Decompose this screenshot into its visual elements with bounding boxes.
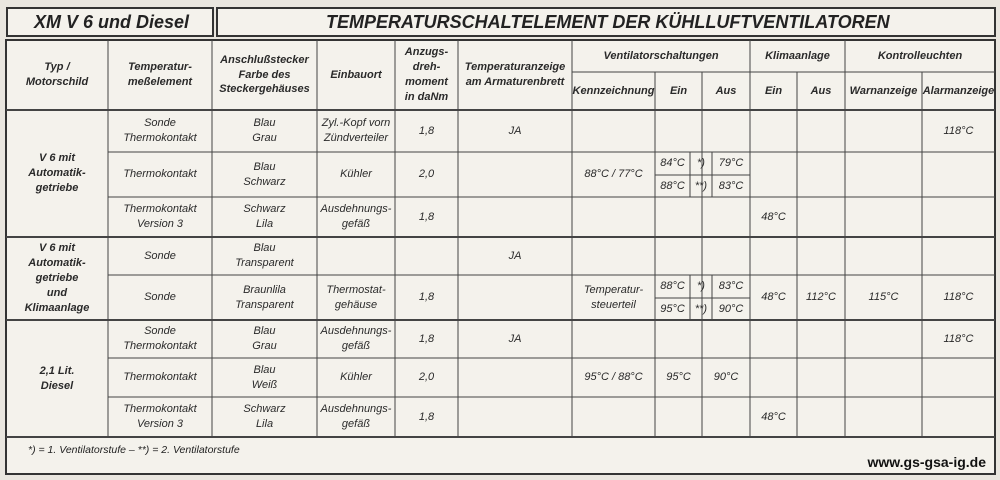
header-aus-line: Aus: [715, 84, 737, 97]
header-warn-line: Warnanzeige: [849, 84, 918, 97]
header-ventilator-line: Ventilatorschaltungen: [603, 49, 719, 62]
group-v6-auto-line: V 6 mit: [38, 152, 76, 165]
r2b-ein: [655, 175, 690, 197]
r3-drehmoment: [395, 197, 458, 237]
r5-warn-line: 115°C: [868, 291, 899, 304]
header-klima-aus: [797, 72, 845, 110]
r4-element-line: Sonde: [144, 249, 176, 262]
r7-drehmoment-line: 2,0: [418, 371, 435, 384]
header-einbauort-line: Einbauort: [330, 68, 382, 81]
header-drehmoment-line: moment: [405, 76, 448, 88]
r5b-stufe: [690, 298, 712, 320]
r7-ein: [655, 358, 702, 397]
header-stecker-line: Anschlußstecker: [220, 53, 309, 66]
header-alarm: [922, 72, 995, 110]
r8-einbauort: [317, 397, 395, 437]
group-diesel: [6, 320, 108, 437]
r1-alarm-line: 118°C: [943, 124, 974, 137]
r5b-ein-line: 95°C: [660, 302, 685, 315]
header-kennzeichnung-line: Kennzeichnung: [572, 84, 655, 97]
r1-einbauort-line: Zyl.-Kopf vorn: [321, 117, 391, 130]
r4-stecker: [212, 237, 317, 275]
header-typ: [6, 40, 108, 110]
r3-einbauort-line: gefäß: [341, 218, 371, 230]
r8-klima-ein-line: 48°C: [761, 410, 786, 423]
r5-alarm-line: 118°C: [943, 291, 974, 304]
r2b-ein-line: 88°C: [660, 179, 685, 192]
footnote: *) = 1. Ventilatorstufe – **) = 2. Ventilatorstufe: [28, 444, 240, 456]
header-drehmoment-line: Anzugs-: [404, 46, 449, 59]
r2b-stufe: [690, 175, 712, 197]
header-klima: [750, 40, 845, 72]
r1-einbauort-line: Zündverteiler: [323, 132, 389, 144]
r8-stecker: [212, 397, 317, 437]
r7-element-line: Thermokontakt: [123, 371, 197, 384]
r1-drehmoment: [395, 110, 458, 152]
title-right: TEMPERATURSCHALTELEMENT DER KÜHLLUFTVENTILATOREN: [326, 12, 890, 32]
r5b-aus: [712, 298, 750, 320]
r5-klima-aus-line: 112°C: [806, 291, 836, 304]
r3-element: [108, 197, 212, 237]
r2a-stufe-line: *): [697, 157, 705, 170]
r5a-aus-line: 83°C: [718, 280, 744, 293]
header-stecker-line: Farbe des: [238, 68, 291, 81]
r5-kennzeichnung-line: Temperatur-: [583, 283, 644, 296]
r1-drehmoment-line: 1,8: [418, 124, 435, 137]
r1-stecker-line: Grau: [252, 132, 277, 144]
r6-stecker-line: Grau: [252, 340, 277, 352]
r5-einbauort-line: Thermostat-: [326, 283, 386, 296]
header-ein-line: Ein: [669, 84, 688, 97]
r1-alarm: [922, 110, 995, 152]
r6-element-line: Sonde: [144, 325, 176, 338]
r6-einbauort-line: Ausdehnungs-: [320, 325, 392, 338]
r8-drehmoment: [395, 397, 458, 437]
r2a-aus-line: 79°C: [718, 157, 744, 170]
r7-stecker-line: Blau: [253, 363, 276, 376]
r7-einbauort: [317, 358, 395, 397]
r5-alarm: [922, 275, 995, 320]
r1-element-line: Thermokontakt: [123, 132, 197, 144]
group-v6-klima-line: V 6 mit: [38, 242, 76, 255]
r5-klima-aus: [797, 275, 845, 320]
r5-stecker-line: Transparent: [235, 298, 294, 311]
header-kennzeichnung: [572, 72, 655, 110]
r5-warn: [845, 275, 922, 320]
r5a-aus: [712, 275, 750, 298]
r5-element-line: Sonde: [144, 291, 176, 304]
r6-einbauort-line: gefäß: [341, 340, 371, 352]
r1-element-line: Sonde: [144, 117, 176, 130]
r6-anzeige: [458, 320, 572, 358]
r5-drehmoment: [395, 275, 458, 320]
r2a-ein: [655, 152, 690, 175]
r2-kennzeichnung: [572, 152, 655, 197]
r1-stecker: [212, 110, 317, 152]
header-warn: [845, 72, 922, 110]
header-typ-line: Typ /: [44, 61, 70, 74]
r3-einbauort-line: Ausdehnungs-: [320, 203, 392, 216]
r2b-aus-line: 83°C: [718, 179, 744, 192]
r6-alarm: [922, 320, 995, 358]
r5a-stufe: [690, 275, 712, 298]
r5b-ein: [655, 298, 690, 320]
r6-drehmoment: [395, 320, 458, 358]
r5-element: [108, 275, 212, 320]
r3-element-line: Version 3: [136, 218, 184, 230]
header-anzeige-line: am Armaturenbrett: [465, 76, 565, 88]
r5-stecker: [212, 275, 317, 320]
group-v6-klima-line: Klimaanlage: [24, 301, 90, 314]
header-typ-line: Motorschild: [25, 76, 89, 88]
r2-stecker-line: Schwarz: [243, 175, 286, 188]
r2b-aus: [712, 175, 750, 197]
r2-element: [108, 152, 212, 197]
r8-stecker-line: Lila: [255, 418, 274, 430]
r5-stecker-line: Braunlila: [243, 283, 286, 296]
r2-element-line: Thermokontakt: [123, 168, 197, 181]
header-drehmoment-line: in daNm: [404, 90, 449, 103]
group-v6-klima-line: und: [46, 286, 68, 299]
r7-aus: [702, 358, 750, 397]
group-v6-auto-line: getriebe: [35, 181, 79, 194]
header-kontroll: [845, 40, 995, 72]
header-anzeige-line: Temperaturanzeige: [464, 61, 566, 74]
r7-element: [108, 358, 212, 397]
r7-ein-line: 95°C: [666, 371, 691, 384]
r5-einbauort-line: gehäuse: [334, 298, 378, 311]
r5a-ein-line: 88°C: [660, 280, 685, 293]
r2-drehmoment: [395, 152, 458, 197]
r5a-stufe-line: *): [697, 280, 705, 293]
r2a-stufe: [690, 152, 712, 175]
r8-einbauort-line: gefäß: [341, 418, 371, 430]
header-ventilator: [572, 40, 750, 72]
r3-einbauort: [317, 197, 395, 237]
header-anzeige: [458, 40, 572, 110]
r4-anzeige: [458, 237, 572, 275]
r5b-stufe-line: **): [694, 302, 708, 315]
r5a-ein: [655, 275, 690, 298]
r7-einbauort-line: Kühler: [340, 371, 372, 384]
header-stecker-line: Steckergehäuses: [219, 83, 310, 96]
r7-stecker: [212, 358, 317, 397]
header-drehmoment: [395, 40, 458, 110]
group-v6-auto-line: Automatik-: [28, 167, 86, 180]
r2-stecker: [212, 152, 317, 197]
group-v6-klima-line: Automatik-: [28, 257, 86, 270]
r8-stecker-line: Schwarz: [243, 403, 286, 416]
header-klima-ein-line: Ein: [764, 84, 783, 97]
r5-kennzeichnung-line: steuerteil: [591, 298, 636, 311]
r7-aus-line: 90°C: [713, 371, 739, 384]
r6-alarm-line: 118°C: [943, 332, 974, 345]
r2-einbauort-line: Kühler: [340, 168, 372, 181]
r8-element: [108, 397, 212, 437]
r7-kennzeichnung: [572, 358, 655, 397]
r1-einbauort: [317, 110, 395, 152]
r5-klima-ein-line: 48°C: [761, 291, 786, 304]
title-left: XM V 6 und Diesel: [34, 12, 190, 32]
r1-stecker-line: Blau: [253, 117, 276, 130]
header-alarm-line: Alarmanzeige: [922, 84, 995, 97]
r6-drehmoment-line: 1,8: [418, 332, 435, 345]
group-diesel-line: 2,1 Lit.: [39, 364, 75, 377]
r2-drehmoment-line: 2,0: [418, 168, 435, 181]
r3-element-line: Thermokontakt: [123, 203, 197, 216]
r8-element-line: Version 3: [136, 418, 184, 430]
header-element-line: Temperatur-: [128, 61, 192, 74]
r7-stecker-line: Weiß: [251, 378, 278, 391]
header-kontroll-line: Kontrolleuchten: [877, 49, 963, 62]
r6-stecker: [212, 320, 317, 358]
r4-element: [108, 237, 212, 275]
r4-stecker-line: Transparent: [235, 257, 294, 269]
r3-klima-ein: [750, 197, 797, 237]
r4-anzeige-line: JA: [508, 249, 522, 262]
r6-stecker-line: Blau: [253, 325, 276, 338]
header-stecker: [212, 40, 317, 110]
group-v6-klima-line: getriebe: [35, 272, 79, 285]
r2a-aus: [712, 152, 750, 175]
r8-element-line: Thermokontakt: [123, 403, 197, 416]
source-url: www.gs-gsa-ig.de: [867, 454, 986, 470]
header-klima-aus-line: Aus: [810, 84, 832, 97]
r2a-ein-line: 84°C: [660, 157, 685, 170]
r6-anzeige-line: JA: [508, 332, 522, 345]
r5-kennzeichnung: [572, 275, 655, 320]
r3-drehmoment-line: 1,8: [418, 210, 435, 223]
r8-einbauort-line: Ausdehnungs-: [320, 403, 392, 416]
r3-stecker: [212, 197, 317, 237]
r2b-stufe-line: **): [694, 179, 708, 192]
r7-drehmoment: [395, 358, 458, 397]
header-element-line: meßelement: [127, 76, 193, 88]
r3-klima-ein-line: 48°C: [761, 210, 786, 223]
r8-klima-ein: [750, 397, 797, 437]
r3-stecker-line: Lila: [255, 218, 274, 230]
r6-element: [108, 320, 212, 358]
header-klima-ein: [750, 72, 797, 110]
group-v6-klima: [6, 237, 108, 320]
header-element: [108, 40, 212, 110]
r1-anzeige-line: JA: [508, 124, 522, 137]
r3-stecker-line: Schwarz: [243, 203, 286, 216]
header-einbauort: [317, 40, 395, 110]
r2-stecker-line: Blau: [253, 160, 276, 173]
r8-drehmoment-line: 1,8: [418, 410, 435, 423]
header-aus: [702, 72, 750, 110]
r4-stecker-line: Blau: [253, 242, 276, 255]
r5b-aus-line: 90°C: [718, 302, 744, 315]
header-klima-line: Klimaanlage: [765, 49, 830, 62]
r5-drehmoment-line: 1,8: [418, 291, 435, 304]
r6-einbauort: [317, 320, 395, 358]
group-diesel-line: Diesel: [40, 379, 74, 392]
r2-kennzeichnung-line: 88°C / 77°C: [584, 168, 643, 181]
header-drehmoment-line: dreh-: [412, 61, 441, 74]
header-ein: [655, 72, 702, 110]
r7-kennzeichnung-line: 95°C / 88°C: [584, 371, 643, 384]
r2-einbauort: [317, 152, 395, 197]
r1-element: [108, 110, 212, 152]
r6-element-line: Thermokontakt: [123, 340, 197, 352]
r5-einbauort: [317, 275, 395, 320]
group-v6-auto: [6, 110, 108, 237]
r5-klima-ein: [750, 275, 797, 320]
r1-anzeige: [458, 110, 572, 152]
